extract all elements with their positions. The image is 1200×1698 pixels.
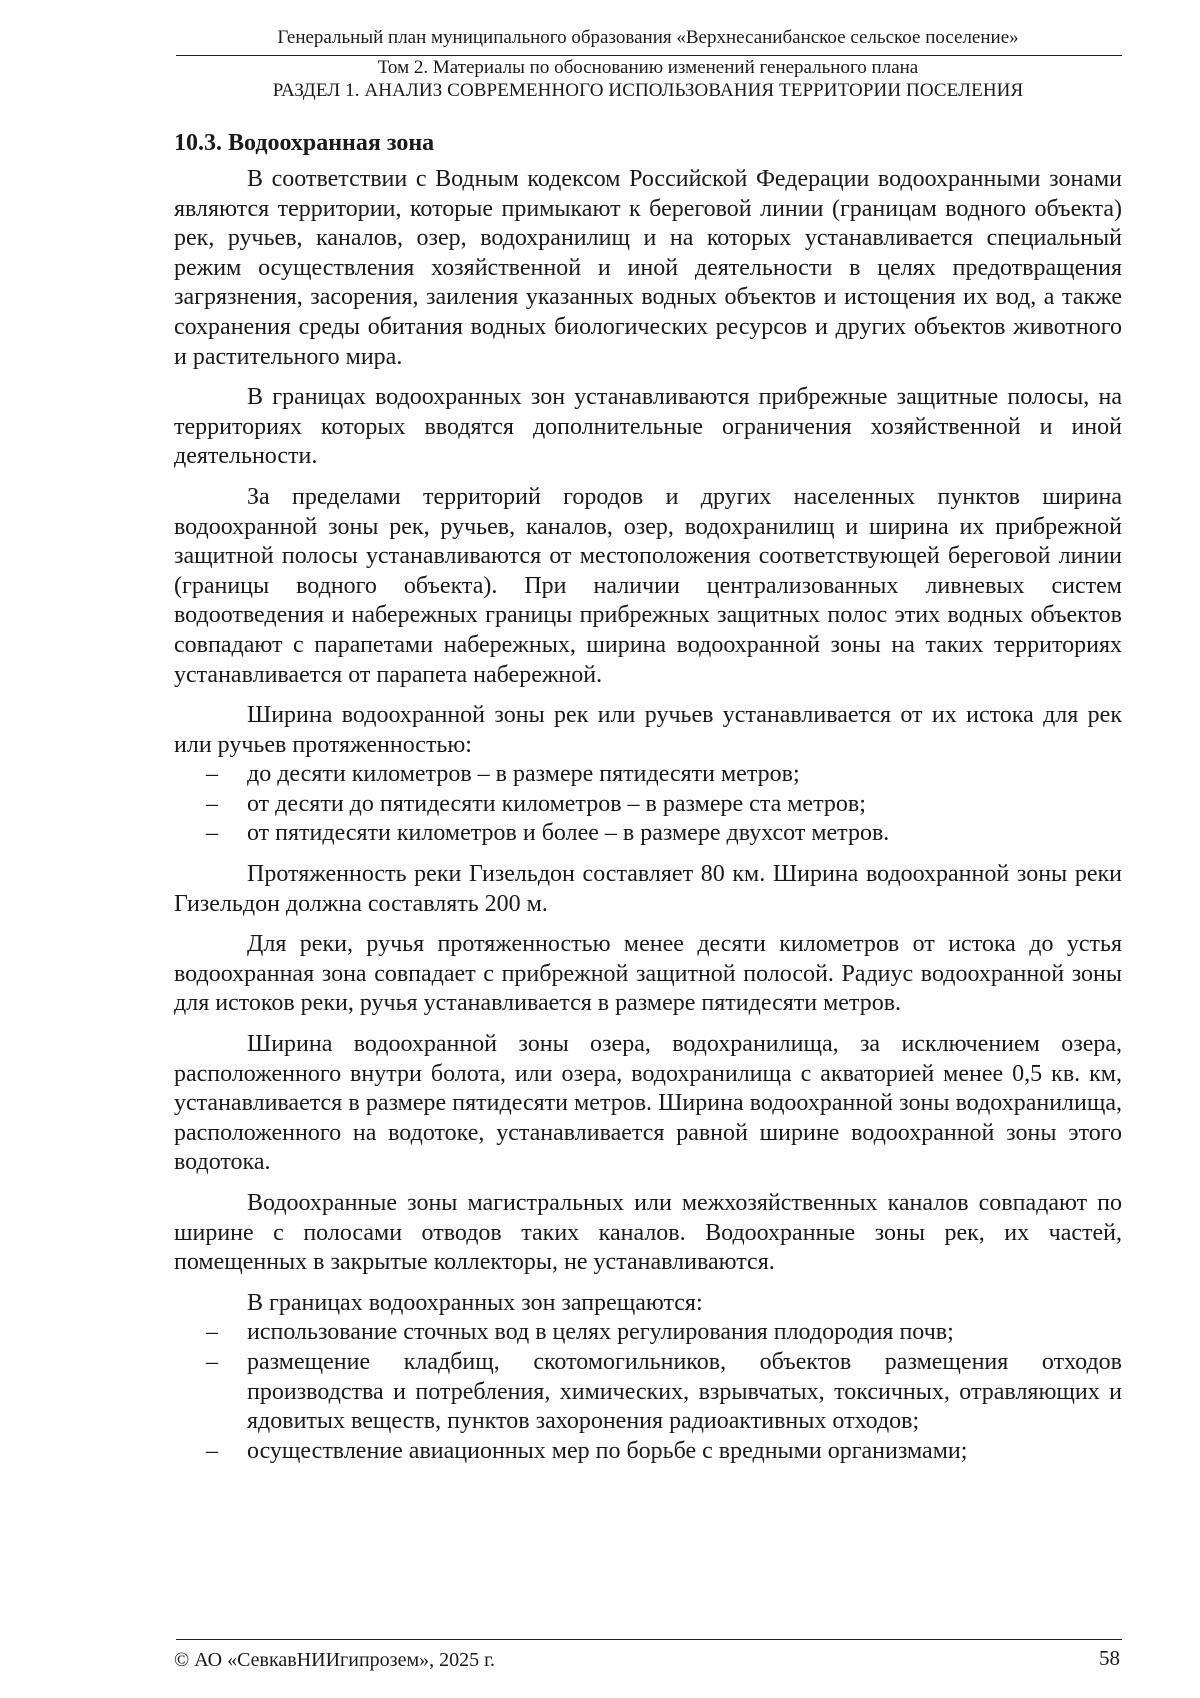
- paragraph: Ширина водоохранной зоны озера, водохранилища, за исключением озера, расположенного внутри болота, или озера, водохранилища с акваторией менее 0,5 кв. км, устанавливается в размере пятидесяти метров. Ширина водоохранной зоны водохранилища, расположенного на водотоке, устанавливается равной ширине водоохранной зоны этого водотока.: [174, 1031, 1122, 1176]
- list-item: – осуществление авиационных мер по борьбе с вредными организмами;: [174, 1437, 1122, 1467]
- paragraph: В соответствии с Водным кодексом Российской Федерации водоохранными зонами являются территории, которые примыкают к береговой линии (границам водного объекта) рек, ручьев, каналов, озер, водохранилищ и на которых устанавливается специальный режим осуществления хозяйственной и иной деятельности в целях предотвращения загрязнения, засорения, заиления указанных водных объектов и истощения их вод, а также сохранения среды обитания водных биологических ресурсов и других объектов животного и растительного мира.: [174, 166, 1122, 370]
- paragraph: За пределами территорий городов и других населенных пунктов ширина водоохранной зоны рек, ручьев, каналов, озер, водохранилищ и ширина их прибрежной защитной полосы устанавливаются от местоположения соответствующей береговой линии (границы водного объекта). При наличии централизованных ливневых систем водоотведения и набережных границы прибрежных защитных полос этих водных объектов совпадают с парапетами набережных, ширина водоохранной зоны на таких территориях устанавливается от парапета набережной.: [174, 483, 1122, 688]
- document-page: [174, 0, 1122, 1698]
- paragraph: Водоохранные зоны магистральных или межхозяйственных каналов совпадают по ширине с полосами отводов таких каналов. Водоохранные зоны рек, их частей, помещенных в закрытые коллекторы, не устанавливаются.: [174, 1190, 1122, 1276]
- river-width-list: [174, 760, 1122, 849]
- header-title: Генеральный план муниципального образования «Верхнесанибанское сельское поселение»: [277, 27, 1019, 48]
- paragraph: В границах водоохранных зон устанавливаются прибрежные защитные полосы, на территориях которых вводятся дополнительные ограничения хозяйственной и иной деятельности.: [174, 384, 1122, 470]
- header-volume: Том 2. Материалы по обоснованию изменений генерального плана: [377, 57, 919, 78]
- paragraph: Для реки, ручья протяженностью менее десяти километров от истока до устья водоохранная зона совпадает с прибрежной защитной полосой. Радиус водоохранной зоны для истоков реки, ручья устанавливается в размере пятидесяти метров.: [174, 931, 1122, 1017]
- list-item: – использование сточных вод в целях регулирования плодородия почв;: [174, 1318, 1122, 1348]
- list-item: – от десяти до пятидесяти километров – в размере ста метров;: [174, 790, 1122, 820]
- page-number: 58: [1099, 1646, 1120, 1670]
- section-heading: 10.3. Водоохранная зона: [174, 130, 435, 156]
- document-body: [174, 128, 1122, 1477]
- footer-copyright: © АО «СевкавНИИгипрозем», 2025 г.: [174, 1649, 496, 1671]
- footer-divider: [176, 1639, 1122, 1640]
- header-divider: [176, 55, 1122, 56]
- paragraph: Ширина водоохранной зоны рек или ручьев устанавливается от их истока для рек или ручьев протяженностью:: [174, 702, 1122, 758]
- list-item: – размещение кладбищ, скотомогильников, объектов размещения отходов производства и потребления, химических, взрывчатых, токсичных, отравляющих и ядовитых веществ, пунктов захоронения радиоактивных отходов;: [174, 1348, 1122, 1437]
- prohibitions-list: [174, 1318, 1122, 1466]
- list-item: – до десяти километров – в размере пятидесяти метров;: [174, 760, 1122, 790]
- list-item: – от пятидесяти километров и более – в размере двухсот метров.: [174, 819, 1122, 849]
- header-section: РАЗДЕЛ 1. АНАЛИЗ СОВРЕМЕННОГО ИСПОЛЬЗОВАНИЯ ТЕРРИТОРИИ ПОСЕЛЕНИЯ: [272, 80, 1024, 101]
- paragraph: Протяженность реки Гизельдон составляет 80 км. Ширина водоохранной зоны реки Гизельдон должна составлять 200 м.: [174, 861, 1122, 917]
- paragraph: В границах водоохранных зон запрещаются:: [247, 1289, 703, 1316]
